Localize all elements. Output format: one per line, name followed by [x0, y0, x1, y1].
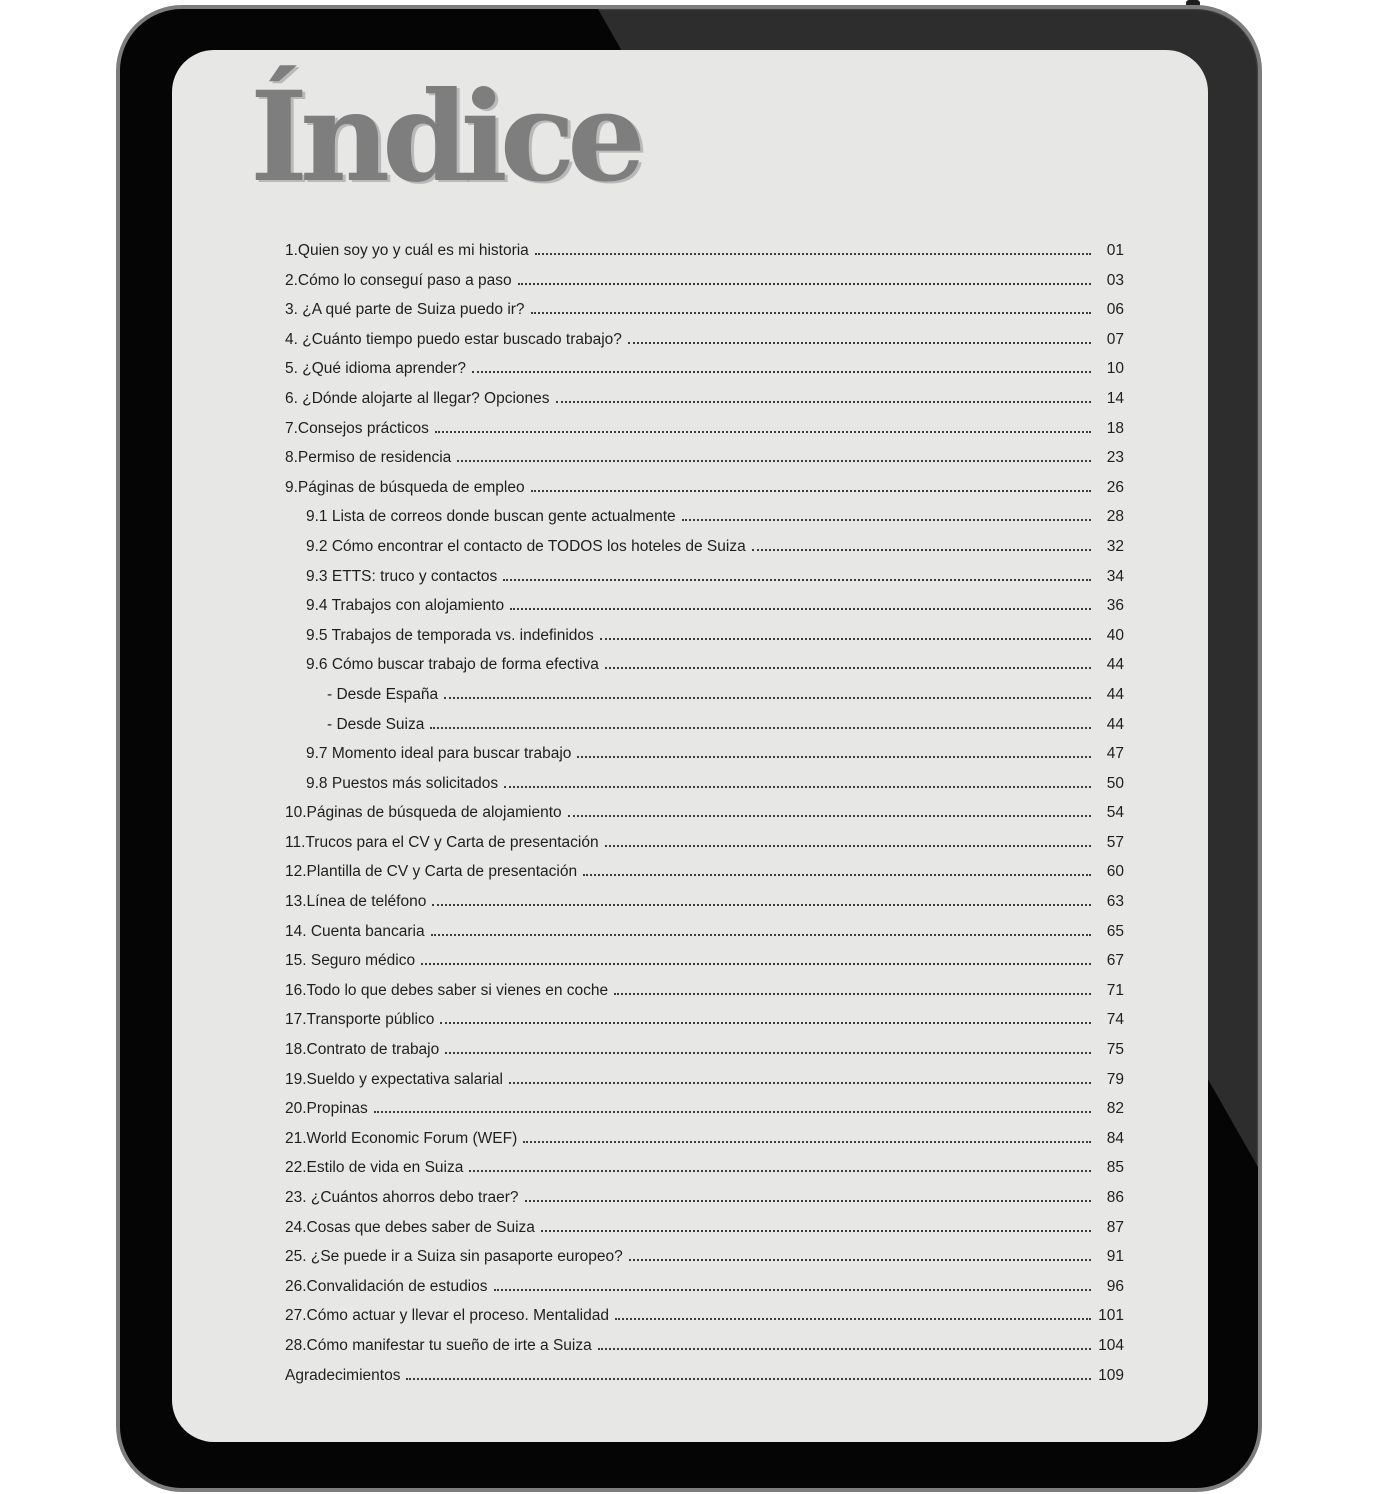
- toc-entry-label: - Desde Suiza: [327, 715, 425, 733]
- toc-entry-page-number: 84: [1106, 1129, 1124, 1147]
- toc-entry-page-number: 65: [1106, 922, 1124, 940]
- toc-entry-page-number: 87: [1106, 1218, 1124, 1236]
- toc-entry-page-number: 79: [1106, 1070, 1124, 1088]
- toc-entry-page-number: 18: [1106, 419, 1124, 437]
- dotted-leader: [430, 727, 1091, 729]
- toc-entry-row[interactable]: [285, 295, 1124, 325]
- dotted-leader: [600, 638, 1091, 640]
- toc-entry-label: 7.Consejos prácticos: [285, 419, 429, 437]
- toc-entry-label: 9.6 Cómo buscar trabajo de forma efectiva: [306, 656, 599, 674]
- toc-entry-page-number: 101: [1098, 1307, 1124, 1325]
- toc-entry-page-number: 82: [1106, 1100, 1124, 1118]
- toc-entry-page-number: 14: [1106, 389, 1124, 407]
- toc-entry-label: 1.Quien soy yo y cuál es mi historia: [285, 242, 529, 259]
- toc-entry-row[interactable]: [285, 532, 1124, 562]
- page-title: Índice: [250, 65, 639, 210]
- dotted-leader: [509, 1082, 1091, 1084]
- tablet-screen: [172, 50, 1208, 1442]
- toc-entry-page-number: 50: [1106, 774, 1124, 792]
- toc-entry-row[interactable]: [285, 1272, 1124, 1302]
- dotted-leader: [614, 993, 1091, 995]
- dotted-leader: [525, 1200, 1092, 1202]
- toc-entry-page-number: 67: [1106, 952, 1124, 970]
- toc-entry-row[interactable]: [285, 325, 1124, 355]
- toc-entry-row[interactable]: [285, 1124, 1124, 1154]
- toc-entry-label: 9.3 ETTS: truco y contactos: [306, 567, 498, 585]
- dotted-leader: [444, 697, 1091, 699]
- toc-entry-label: 20.Propinas: [285, 1100, 368, 1118]
- dotted-leader: [628, 342, 1091, 344]
- toc-entry-page-number: 54: [1106, 804, 1124, 822]
- dotted-leader: [472, 371, 1091, 373]
- toc-entry-row[interactable]: [285, 473, 1124, 503]
- toc-entry-label: 12.Plantilla de CV y Carta de presentación: [285, 863, 578, 881]
- toc-entry-row[interactable]: [285, 562, 1124, 592]
- toc-list: [285, 236, 1124, 1390]
- toc-entry-page-number: 86: [1106, 1189, 1124, 1206]
- dotted-leader: [440, 1022, 1091, 1024]
- toc-entry-page-number: 03: [1106, 271, 1124, 289]
- toc-entry-row[interactable]: [285, 266, 1124, 296]
- dotted-leader: [432, 904, 1091, 906]
- toc-entry-page-number: 71: [1106, 981, 1124, 999]
- toc-entry-page-number: 36: [1106, 597, 1124, 615]
- toc-entry-row[interactable]: [285, 354, 1124, 384]
- toc-entry-page-number: 40: [1106, 626, 1124, 644]
- toc-entry-label: 6. ¿Dónde alojarte al llegar? Opciones: [285, 389, 550, 407]
- toc-entry-label: 24.Cosas que debes saber de Suiza: [285, 1218, 535, 1236]
- toc-entry-row[interactable]: [285, 443, 1124, 473]
- dotted-leader: [531, 312, 1091, 314]
- dotted-leader: [605, 667, 1091, 669]
- toc-entry-row[interactable]: [285, 710, 1124, 740]
- dotted-leader: [510, 608, 1091, 610]
- toc-entry-label: 16.Todo lo que debes saber si vienes en coche: [285, 981, 609, 999]
- dotted-leader: [431, 934, 1091, 936]
- toc-entry-page-number: 07: [1106, 330, 1124, 348]
- dotted-leader: [531, 490, 1091, 492]
- toc-entry-row[interactable]: [285, 502, 1124, 532]
- toc-entry-label: 9.7 Momento ideal para buscar trabajo: [306, 745, 572, 763]
- toc-entry-label: 14. Cuenta bancaria: [285, 922, 425, 940]
- toc-entry-label: 23. ¿Cuántos ahorros debo traer?: [285, 1189, 519, 1206]
- toc-entry-page-number: 23: [1106, 449, 1124, 467]
- toc-entry-row[interactable]: [285, 621, 1124, 651]
- toc-entry-label: 9.8 Puestos más solicitados: [306, 774, 499, 792]
- toc-entry-page-number: 57: [1106, 833, 1124, 851]
- toc-entry-page-number: 63: [1106, 893, 1124, 911]
- toc-entry-label: 9.4 Trabajos con alojamiento: [306, 597, 505, 615]
- dotted-leader: [583, 874, 1091, 876]
- toc-entry-row[interactable]: [285, 976, 1124, 1006]
- toc-entry-label: 17.Transporte público: [285, 1011, 435, 1029]
- toc-entry-row[interactable]: [285, 1183, 1124, 1213]
- toc-entry-label: 15. Seguro médico: [285, 952, 416, 970]
- toc-entry-row[interactable]: [285, 1005, 1124, 1035]
- dotted-leader: [523, 1141, 1091, 1143]
- toc-entry-page-number: 96: [1106, 1277, 1124, 1295]
- toc-entry-label: 3. ¿A qué parte de Suiza puedo ir?: [285, 301, 525, 319]
- toc-entry-row[interactable]: [285, 769, 1124, 799]
- toc-entry-label: 27.Cómo actuar y llevar el proceso. Mentalidad: [285, 1307, 609, 1325]
- toc-entry-page-number: 26: [1106, 478, 1124, 496]
- toc-entry-row[interactable]: [285, 887, 1124, 917]
- dotted-leader: [752, 549, 1091, 551]
- toc-entry-row[interactable]: [285, 384, 1124, 414]
- toc-entry-row[interactable]: [285, 414, 1124, 444]
- toc-entry-label: 10.Páginas de búsqueda de alojamiento: [285, 804, 562, 822]
- toc-entry-page-number: 01: [1106, 242, 1124, 259]
- tablet-device-frame: [116, 5, 1262, 1492]
- dotted-leader: [406, 1378, 1091, 1380]
- toc-entry-label: 19.Sueldo y expectativa salarial: [285, 1070, 503, 1088]
- dotted-leader: [469, 1170, 1091, 1172]
- toc-entry-row[interactable]: [285, 739, 1124, 769]
- toc-entry-page-number: 44: [1106, 715, 1124, 733]
- dotted-leader: [435, 431, 1091, 433]
- dotted-leader: [518, 283, 1091, 285]
- toc-entry-label: 21.World Economic Forum (WEF): [285, 1129, 518, 1147]
- dotted-leader: [421, 963, 1091, 965]
- dotted-leader: [682, 519, 1091, 521]
- toc-entry-page-number: 32: [1106, 537, 1124, 555]
- toc-entry-row[interactable]: [285, 798, 1124, 828]
- toc-entry-row[interactable]: [285, 1331, 1124, 1361]
- toc-entry-row[interactable]: [285, 1035, 1124, 1065]
- dotted-leader: [605, 845, 1091, 847]
- dotted-leader: [556, 401, 1091, 403]
- toc-entry-label: 5. ¿Qué idioma aprender?: [285, 360, 466, 378]
- toc-entry-label: 9.1 Lista de correos donde buscan gente actualmente: [306, 508, 676, 526]
- toc-entry-page-number: 104: [1098, 1336, 1124, 1354]
- dotted-leader: [568, 815, 1091, 817]
- toc-entry-page-number: 47: [1106, 745, 1124, 763]
- toc-entry-label: 9.2 Cómo encontrar el contacto de TODOS los hoteles de Suiza: [306, 537, 746, 555]
- dotted-leader: [598, 1348, 1091, 1350]
- toc-entry-label: 9.5 Trabajos de temporada vs. indefinidos: [306, 626, 594, 644]
- toc-entry-page-number: 109: [1098, 1366, 1124, 1384]
- toc-entry-row[interactable]: [285, 857, 1124, 887]
- toc-entry-row[interactable]: [285, 917, 1124, 947]
- toc-entry-label: 8.Permiso de residencia: [285, 449, 452, 467]
- toc-entry-page-number: 85: [1106, 1159, 1124, 1177]
- toc-entry-label: 28.Cómo manifestar tu sueño de irte a Suiza: [285, 1336, 592, 1354]
- toc-entry-row[interactable]: [285, 1065, 1124, 1095]
- dotted-leader: [615, 1318, 1091, 1320]
- toc-entry-label: 13.Línea de teléfono: [285, 893, 427, 911]
- toc-entry-page-number: 74: [1106, 1011, 1124, 1029]
- toc-entry-row[interactable]: [285, 1361, 1124, 1391]
- toc-entry-page-number: 91: [1106, 1248, 1124, 1266]
- toc-entry-page-number: 60: [1106, 863, 1124, 881]
- dotted-leader: [535, 253, 1091, 255]
- toc-entry-row[interactable]: [285, 1094, 1124, 1124]
- toc-entry-page-number: 44: [1106, 685, 1124, 703]
- toc-entry-row[interactable]: [285, 946, 1124, 976]
- toc-entry-label: 2.Cómo lo conseguí paso a paso: [285, 271, 512, 289]
- toc-entry-row[interactable]: [285, 1301, 1124, 1331]
- toc-entry-row[interactable]: [285, 591, 1124, 621]
- toc-entry-row[interactable]: [285, 236, 1124, 266]
- toc-entry-label: 4. ¿Cuánto tiempo puedo estar buscado trabajo?: [285, 330, 622, 348]
- toc-entry-page-number: 75: [1106, 1041, 1124, 1059]
- toc-entry-page-number: 34: [1106, 567, 1124, 585]
- dotted-leader: [504, 786, 1091, 788]
- toc-entry-label: 22.Estilo de vida en Suiza: [285, 1159, 464, 1177]
- dotted-leader: [445, 1052, 1091, 1054]
- dotted-leader: [541, 1230, 1091, 1232]
- toc-entry-row[interactable]: [285, 828, 1124, 858]
- toc-entry-page-number: 28: [1106, 508, 1124, 526]
- toc-entry-page-number: 06: [1106, 301, 1124, 319]
- toc-entry-label: 26.Convalidación de estudios: [285, 1277, 488, 1295]
- toc-entry-label: 18.Contrato de trabajo: [285, 1041, 440, 1059]
- dotted-leader: [494, 1289, 1092, 1291]
- toc-entry-page-number: 44: [1106, 656, 1124, 674]
- toc-entry-row[interactable]: [285, 1213, 1124, 1243]
- toc-entry-label: - Desde España: [327, 685, 439, 703]
- toc-entry-label: 25. ¿Se puede ir a Suiza sin pasaporte europeo?: [285, 1248, 623, 1266]
- toc-entry-row[interactable]: [285, 680, 1124, 710]
- toc-entry-label: 11.Trucos para el CV y Carta de presentación: [285, 833, 599, 851]
- toc-entry-label: 9.Páginas de búsqueda de empleo: [285, 478, 525, 496]
- toc-entry-label: Agradecimientos: [285, 1366, 401, 1384]
- dotted-leader: [503, 579, 1091, 581]
- dotted-leader: [374, 1111, 1091, 1113]
- toc-entry-row[interactable]: [285, 1153, 1124, 1183]
- dotted-leader: [577, 756, 1091, 758]
- dotted-leader: [457, 460, 1091, 462]
- toc-entry-row[interactable]: [285, 650, 1124, 680]
- toc-entry-page-number: 10: [1106, 360, 1124, 378]
- dotted-leader: [629, 1259, 1091, 1261]
- toc-entry-row[interactable]: [285, 1242, 1124, 1272]
